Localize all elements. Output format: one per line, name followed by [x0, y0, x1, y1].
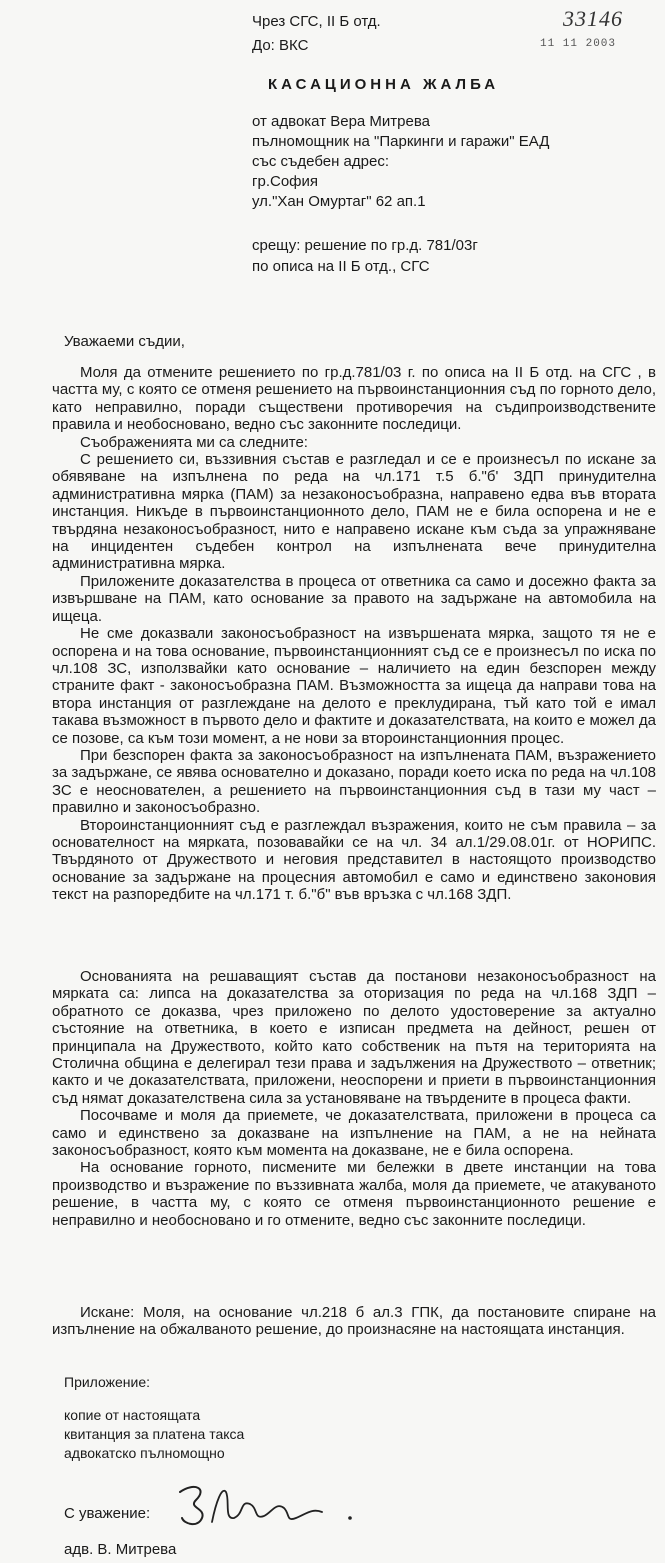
signature-scribble	[172, 1478, 362, 1534]
body-section-2	[52, 968, 656, 1229]
registry-stamp-number: 33146	[563, 6, 623, 31]
registry-stamp-date: 11 11 2003	[540, 38, 617, 50]
from-line-3: със съдебен адрес:	[252, 153, 390, 170]
body-paragraph: Второинстанционният съд е разглеждал възражения, които не съм правила – за основателност на мярката, позовавайки се на чл. 34 ал.1/29.08.01г. от НОРИПС. Твърдяното от Дружеството и неговия представител в настоящото производство основание за задържане на процесния автомобил е само и единствено законовия текст на разпоредбите на чл.171 т. б."б" във връзка с чл.168 ЗДП.	[52, 816, 656, 904]
against-line-2: по описа на II Б отд., СГС	[252, 258, 430, 275]
from-line-4: гр.София	[252, 173, 318, 190]
from-line-2: пълномощник на "Паркинги и гаражи" ЕАД	[252, 133, 550, 150]
document-title: КАСАЦИОННА ЖАЛБА	[268, 76, 500, 93]
body-paragraph: Моля да отмените решението по гр.д.781/03 г. по описа на II Б отд. на СГС , в частта му, с която се отменя решението на първоинстанционния съд по горното дело, като неправилно, поради съществени противоречия на съдипроизводствените правила и необосновано, ведно със законните последици.	[52, 364, 656, 434]
attachments-title: Приложение:	[64, 1374, 151, 1390]
attachment-item: адвокатско пълномощно	[64, 1445, 225, 1461]
salutation: Уважаеми съдии,	[64, 333, 185, 350]
request-paragraph: Искане: Моля, на основание чл.218 б ал.3 ГПК, да постановите спиране на изпълнение на обжалваното решение, до произнасяне на настоящата инстанция.	[52, 1304, 656, 1339]
body-paragraph: Съображенията ми са следните:	[80, 433, 308, 451]
from-line-5: ул."Хан Омуртаг" 62 ап.1	[252, 193, 426, 210]
request-section	[52, 1304, 656, 1339]
body-paragraph: На основание горното, писмените ми бележки в двете инстанции на това производство и възражение по въззивната жалба, моля да приемете, че атакуваното решение, в частта му, с която се отменя първоинстанционното решение е неправилно и необосновано и го отмените, ведно със законните последици.	[52, 1159, 656, 1229]
body-paragraph: При безспорен факта за законосъобразност на изпълнената ПАМ, възражението за задържане, се явява основателно и доказано, поради което иска по реда на чл.108 ЗС е неоснователен, а решението на първоинстанционния съд в тази му част – правилно и законосъобразно.	[52, 746, 656, 817]
attachment-item: копие от настоящата	[64, 1407, 201, 1423]
header-via-court: Чрез СГС, II Б отд.	[252, 13, 381, 30]
closing-regards: С уважение:	[64, 1505, 151, 1522]
attachment-item: квитанция за платена такса	[64, 1426, 245, 1442]
body-section-1	[52, 364, 656, 904]
from-line-1: от адвокат Вера Митрева	[252, 113, 431, 130]
body-paragraph: Основанията на решаващият състав да постанови незаконосъобразност на мярката са: липса на доказателства за оторизация по реда на чл.168 ЗДП – обратното се доказва, чрез приложено по делото удостоверение за актуално състояние на ответника, в което е изписан предмета на дейност, решен от принципала на Дружеството, който като собственик на пътя на територията на Столична община е делегирал тези права и задължения на Дружеството – ответник; както и че доказателствата, приложени, неоспорени и приети в първоинстанционния съд нямат доказателствена сила за установяване на твърдените в процеса факти.	[52, 968, 656, 1107]
header-addressee: До: ВКС	[252, 37, 309, 54]
body-paragraph: Посочваме и моля да приемете, че доказателствата, приложени в процеса са само и единствено за доказване на изпълнение на ПАМ, а не на нейната законосъобразност, която към момента на доказване, не е била оспорена.	[52, 1107, 656, 1160]
against-line-1: срещу: решение по гр.д. 781/03г	[252, 237, 478, 254]
body-paragraph: Приложените доказателства в процеса от ответника са само и досежно факта за извършване на ПАМ, като основание за правото на задържане на автомобила на ищеца.	[52, 572, 656, 625]
body-paragraph: С решението си, въззивния състав е разгледал и се е произнесъл по искане за обявяване на изпълнена по реда на чл.171 т.5 б."б' ЗДП принудителна административна мярка (ПАМ) за незаконосъобразна, направено едва във втората инстанция. Никъде в първоинстанционното дело, ПАМ не е била оспорена и не е твърдяна незаконосъобразност, нито е направено искане към съда за упражняване на инцидентен съдебен контрол на изпълнената вече принудителна административна мярка.	[52, 451, 656, 573]
body-paragraph: Не сме доказвали законосъобразност на извършената мярка, защото тя не е оспорена и на това основание, първоинстанционният съд се е произнесъл по иска по чл.108 ЗС, използвайки като основание – наличието на един безспорен между страните факт - законосъобразна ПАМ. Възможността за ищеца да направи това на втора инстанция от разглеждане на делото е преклудирана, тъй като той е имал такава възможност в първото дело и фактите и доказателствата, на които е можел да се позове, са към този момент, а не нови за второинстанционния процес.	[52, 625, 656, 747]
signatory-name: адв. В. Митрева	[64, 1541, 177, 1558]
